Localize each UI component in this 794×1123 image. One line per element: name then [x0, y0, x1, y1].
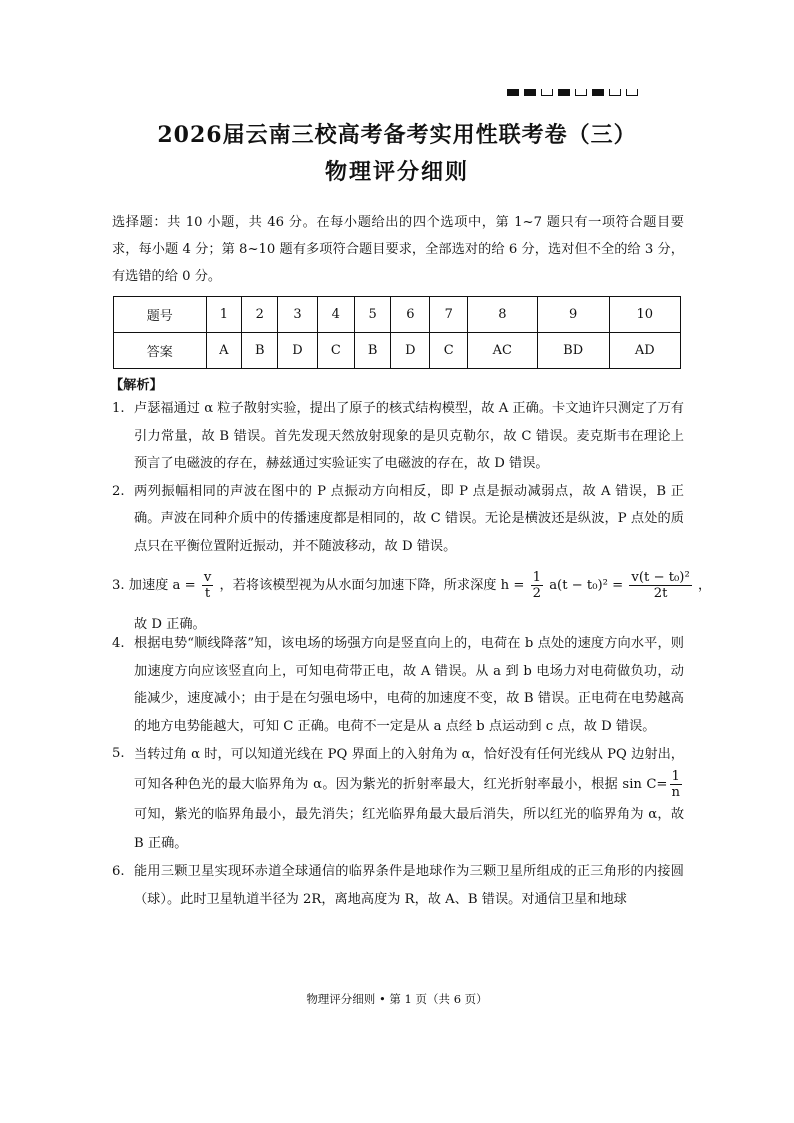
formula-text: ， [697, 578, 712, 593]
analysis-item-6 [112, 858, 684, 913]
answer-cell: AD [609, 333, 680, 369]
item-number: 3. [112, 578, 125, 593]
denominator: n [671, 785, 680, 800]
question-number: 5 [355, 297, 391, 333]
analysis-item-5 [112, 740, 684, 858]
denominator: t [204, 586, 211, 601]
formula-text: a(t − t₀)² = [549, 578, 624, 593]
row-label: 题号 [114, 297, 207, 333]
item-text [134, 740, 684, 858]
header-mark [541, 89, 553, 96]
item-text: 故 D 正确。 [134, 617, 206, 632]
formula-text: 加速度 a = [128, 578, 196, 593]
formula-line [112, 570, 712, 601]
header-mark [592, 89, 604, 96]
header-mark [524, 89, 536, 96]
answer-cell: AC [467, 333, 537, 369]
fraction-depth [629, 570, 691, 601]
fraction-one-half [531, 570, 543, 601]
numerator: 1 [532, 570, 541, 585]
numerator: 1 [670, 769, 683, 785]
exam-title: 2026届云南三校高考备考实用性联考卷（三） [157, 122, 637, 148]
item-number: 1. [112, 401, 125, 416]
answer-table [113, 296, 681, 369]
item-text-part: 可知，紫光的临界角最小，最先消失；红光临界角最大最后消失，所以红光的临界角为 α，故 B 正确。 [134, 807, 684, 851]
item-number: 5. [112, 746, 125, 761]
formula-text: ，若将该模型视为从水面匀加速下降，所求深度 h = [219, 578, 525, 593]
denominator: 2 [532, 586, 541, 601]
fraction-v-over-t [202, 570, 213, 601]
intro-paragraph: 选择题：共 10 小题，共 46 分。在每小题给出的四个选项中，第 1~7 题只有一项符合题目要求，每小题 4 分；第 8~10 题有多项符合题目要求，全部选对的给 6 分，选对但不全的给 3 分，有选错的给 0 分。 [112, 215, 684, 284]
answer-cell: BD [537, 333, 609, 369]
numerator: v [203, 570, 212, 585]
answer-cell: C [430, 333, 468, 369]
question-number: 2 [242, 297, 278, 333]
header-marks [507, 89, 638, 96]
header-mark [609, 89, 621, 96]
question-number: 1 [206, 297, 242, 333]
item-number: 4. [112, 636, 125, 651]
header-mark [626, 89, 638, 96]
document-subtitle: 物理评分细则 [324, 159, 469, 185]
header-mark [558, 89, 570, 96]
analysis-heading: 【解析】 [110, 378, 163, 393]
question-number: 8 [467, 297, 537, 333]
analysis-list [112, 395, 712, 913]
question-number: 7 [430, 297, 468, 333]
header-mark [575, 89, 587, 96]
answer-cell: B [242, 333, 278, 369]
answer-cell: C [317, 333, 355, 369]
question-number: 9 [537, 297, 609, 333]
header-mark [507, 89, 519, 96]
question-number: 3 [278, 297, 317, 333]
fraction-one-over-n [670, 769, 683, 800]
item-text: 两列振幅相同的声波在图中的 P 点振动方向相反，即 P 点是振动减弱点，故 A 错误，B 正确。声波在同种介质中的传播速度都是相同的，故 C 错误。无论是横波还是纵波，P 点处的质点只在平衡位置附近振动，并不随波移动，故 D 错误。 [134, 483, 684, 554]
analysis-item-4 [112, 630, 684, 740]
answer-cell: D [278, 333, 317, 369]
row-label: 答案 [114, 333, 207, 369]
item-text: 能用三颗卫星实现环赤道全球通信的临界条件是地球作为三颗卫星所组成的正三角形的内接圆（球）。此时卫星轨道半径为 2R，离地高度为 R，故 A、B 错误。对通信卫星和地球 [134, 864, 684, 907]
question-number: 6 [391, 297, 430, 333]
answer-cell: B [355, 333, 391, 369]
analysis-item-3 [112, 560, 712, 632]
question-number: 4 [317, 297, 355, 333]
answer-cell: A [206, 333, 242, 369]
analysis-item-2 [112, 478, 684, 561]
item-number: 2. [112, 483, 125, 499]
page-footer: 物理评分细则 • 第 1 页（共 6 页） [306, 992, 488, 1006]
table-row [114, 297, 681, 333]
item-text-part: 当转过角 α 时，可以知道光线在 PQ 界面上的入射角为 α，恰好没有任何光线从 PQ 边射出，可知各种色光的最大临界角为 α。因为紫光的折射率最大，红光折射率最小，根据 sin C= [134, 747, 684, 792]
numerator: v(t − t₀)² [631, 570, 690, 585]
denominator: 2t [653, 586, 668, 601]
item-text: 根据电势“顺线降落”知，该电场的场强方向是竖直向上的，电荷在 b 点处的速度方向水平，则加速度方向应该竖直向上，可知电荷带正电，故 A 错误。从 a 到 b 电场力对电荷做负功，动能减少，速度减小；由于是在匀强电场中，电荷的加速度不变，故 B 错误。正电荷在电势越高的地方电势能越大，可知 C 正确。电荷不一定是从 a 点经 b 点运动到 c 点，故 D 错误。 [134, 636, 684, 734]
answer-cell: D [391, 333, 430, 369]
analysis-item-1 [112, 395, 684, 478]
item-text: 卢瑟福通过 α 粒子散射实验，提出了原子的核式结构模型，故 A 正确。卡文迪许只测定了万有引力常量，故 B 错误。首先发现天然放射现象的是贝克勒尔，故 C 错误。麦克斯韦在理论上预言了电磁波的存在，赫兹通过实验证实了电磁波的存在，故 D 错误。 [134, 401, 684, 471]
item-number: 6. [112, 864, 125, 879]
table-row [114, 333, 681, 369]
question-number: 10 [609, 297, 680, 333]
